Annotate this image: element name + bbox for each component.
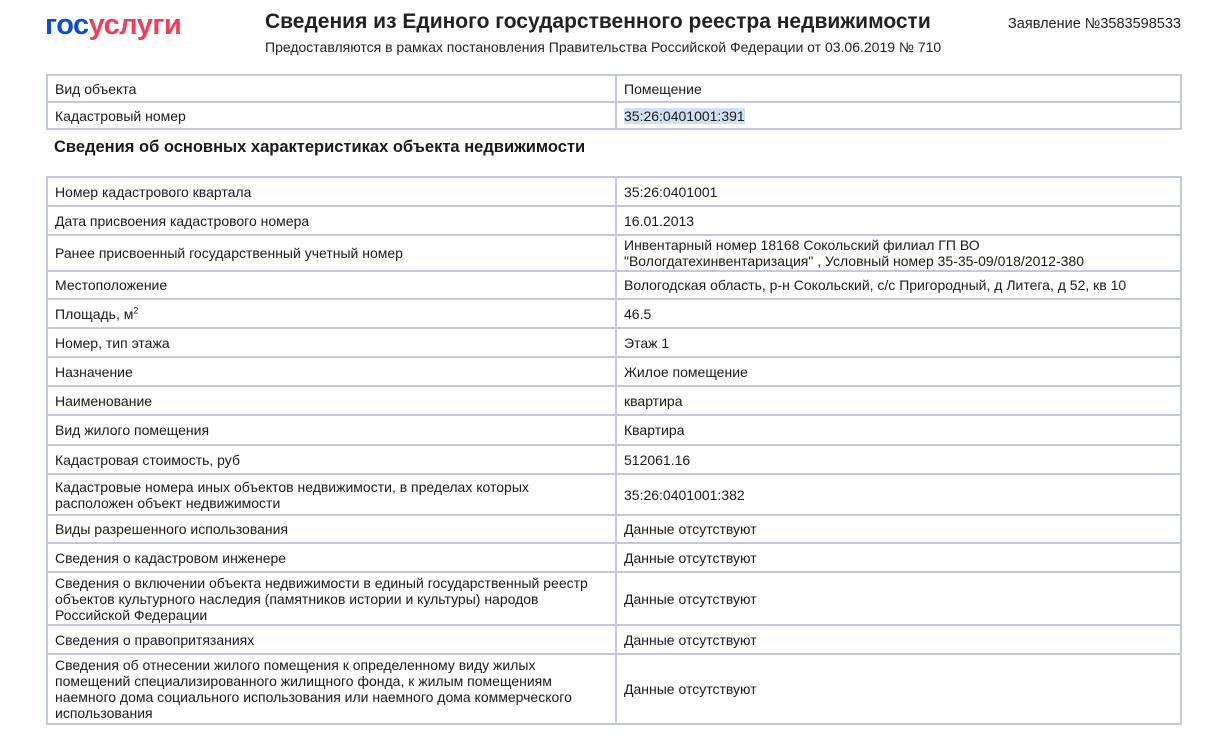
row-label: Местоположение	[47, 271, 616, 299]
row-label: Кадастровый номер	[47, 102, 616, 129]
row-value: Данные отсутствуют	[616, 515, 1181, 543]
table-row	[47, 515, 1181, 543]
table-row	[47, 386, 1181, 415]
row-value: 35:26:0401001:382	[616, 474, 1181, 515]
row-label-line: наемного дома социального использования или наемного дома коммерческого	[55, 689, 572, 705]
row-label	[47, 474, 616, 515]
cadastral-number-cell[interactable]	[616, 102, 1181, 129]
row-value: Данные отсутствуют	[616, 654, 1181, 724]
row-value: Квартира	[616, 415, 1181, 445]
table-row	[47, 543, 1181, 572]
row-label	[47, 654, 616, 724]
row-value-line: Инвентарный номер 18168 Сокольский филиал ГП ВО	[624, 237, 980, 253]
table-row	[47, 271, 1181, 299]
row-label: Дата присвоения кадастрового номера	[47, 206, 616, 235]
table-row	[47, 625, 1181, 654]
row-value: Помещение	[616, 75, 1181, 102]
table-row	[47, 206, 1181, 235]
area-label-text: Площадь, м	[55, 305, 134, 322]
cadastral-number-selected[interactable]: 35:26:0401001:391	[624, 107, 745, 124]
row-value: 16.01.2013	[616, 206, 1181, 235]
row-label: Виды разрешенного использования	[47, 515, 616, 543]
row-value: Этаж 1	[616, 328, 1181, 357]
logo-part-gos: гос	[45, 9, 89, 41]
table-row	[47, 177, 1181, 206]
row-label: Номер кадастрового квартала	[47, 177, 616, 206]
row-value: Данные отсутствуют	[616, 625, 1181, 654]
row-label-line: объектов культурного наследия (памятников истории и культуры) народов	[55, 590, 539, 607]
gosuslugi-logo[interactable]	[45, 9, 181, 42]
row-value: Вологодская область, р-н Сокольский, с/с Пригородный, д Литега, д 52, кв 10	[616, 271, 1181, 299]
section-title: Сведения об основных характеристиках объекта недвижимости	[54, 138, 586, 156]
row-label	[47, 572, 616, 625]
row-label-line: Российской Федерации	[55, 606, 208, 623]
row-label-line: Сведения об отнесении жилого помещения к определенному виду жилых	[55, 657, 536, 673]
characteristics-table	[46, 176, 1182, 725]
document-subtitle: Предоставляются в рамках постановления Правительства Российской Федерации от 03.06.2019 № 710	[265, 39, 942, 55]
area-label-sup: 2	[133, 304, 139, 315]
table-row	[47, 357, 1181, 386]
row-value: 46.5	[616, 299, 1181, 328]
row-value: Жилое помещение	[616, 357, 1181, 386]
table-row	[47, 474, 1181, 515]
row-value: 35:26:0401001	[616, 177, 1181, 206]
row-label: Вид жилого помещения	[47, 415, 616, 445]
row-label: Вид объекта	[47, 75, 616, 102]
table-row	[47, 235, 1181, 271]
table-row	[47, 299, 1181, 328]
row-label: Ранее присвоенный государственный учетный номер	[47, 235, 616, 271]
row-label: Номер, тип этажа	[47, 328, 616, 357]
table-row	[47, 572, 1181, 625]
row-value: Данные отсутствуют	[616, 572, 1181, 625]
row-label: Назначение	[47, 357, 616, 386]
row-label: Сведения о кадастровом инженере	[47, 543, 616, 572]
table-row	[47, 75, 1181, 102]
row-label: Кадастровая стоимость, руб	[47, 445, 616, 474]
object-info-table	[46, 74, 1182, 130]
row-label-line: использования	[55, 705, 153, 721]
application-number: Заявление №3583598533	[1008, 16, 1181, 32]
row-value	[616, 235, 1181, 271]
row-value: квартира	[616, 386, 1181, 415]
row-label-line: расположен объект недвижимости	[55, 494, 281, 511]
row-label: Сведения о правопритязаниях	[47, 625, 616, 654]
logo-part-uslugi: услуги	[88, 9, 182, 41]
row-value: Данные отсутствуют	[616, 543, 1181, 572]
document-title: Сведения из Единого государственного реестра недвижимости	[265, 10, 931, 33]
row-label-line: помещений специализированного жилищного фонда, к жилым помещениям	[55, 673, 552, 689]
table-row	[47, 654, 1181, 724]
table-row	[47, 415, 1181, 445]
table-row	[47, 445, 1181, 474]
row-value-line: "Вологдатехинвентаризация" , Условный номер 35-35-09/018/2012-380	[624, 253, 1084, 269]
row-label-line: Сведения о включении объекта недвижимости в единый государственный реестр	[55, 574, 588, 591]
row-label: Наименование	[47, 386, 616, 415]
table-row	[47, 328, 1181, 357]
row-value: 512061.16	[616, 445, 1181, 474]
area-label	[47, 299, 616, 328]
table-row	[47, 102, 1181, 129]
document-header	[0, 0, 1227, 70]
row-label-line: Кадастровые номера иных объектов недвижимости, в пределах которых	[55, 478, 529, 495]
